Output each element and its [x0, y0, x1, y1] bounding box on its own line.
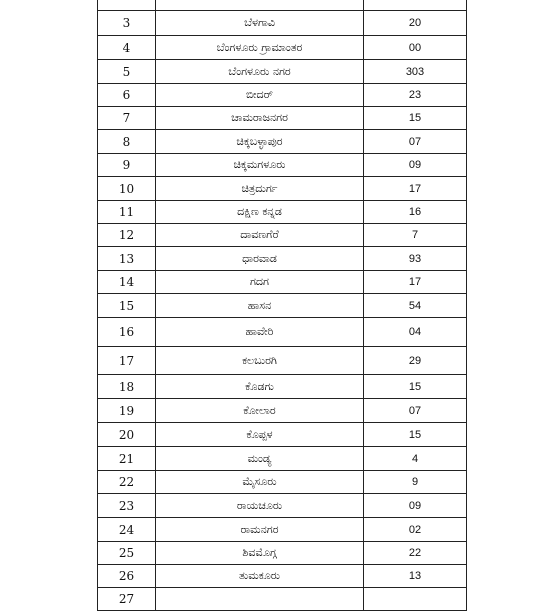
count-cell: 4	[364, 447, 467, 471]
row-number-cell: 20	[98, 423, 156, 447]
count-cell: 02	[364, 518, 467, 542]
district-name-cell: ಬೆಳಗಾವಿ	[156, 11, 364, 36]
district-name-cell	[156, 588, 364, 611]
table-row	[98, 375, 467, 399]
district-name-cell: ಕಲಬುರಗಿ	[156, 347, 364, 375]
table-row	[98, 399, 467, 423]
count-cell: 17	[364, 177, 467, 201]
table-row	[98, 494, 467, 518]
table-row	[98, 423, 467, 447]
table-row	[98, 36, 467, 60]
table-row	[98, 177, 467, 201]
district-name-cell: ಗದಗ	[156, 271, 364, 294]
row-number-cell: 13	[98, 247, 156, 271]
district-table-wrapper	[97, 0, 467, 611]
row-number-cell: 27	[98, 588, 156, 611]
count-cell: 303	[364, 60, 467, 84]
row-number-cell: 14	[98, 271, 156, 294]
count-cell: 07	[364, 130, 467, 154]
district-table	[97, 0, 467, 611]
district-name-cell: ಚಿಕ್ಕಬಳ್ಳಾಪುರ	[156, 130, 364, 154]
table-row	[98, 247, 467, 271]
row-number-cell: 18	[98, 375, 156, 399]
row-number-cell: 4	[98, 36, 156, 60]
district-name-cell: ರಾಯಚೂರು	[156, 494, 364, 518]
row-number-cell: 15	[98, 294, 156, 318]
table-row	[98, 347, 467, 375]
row-number-cell: 8	[98, 130, 156, 154]
count-cell: 7	[364, 224, 467, 247]
row-number-cell: 9	[98, 154, 156, 177]
district-name-cell: ಚಾಮರಾಜನಗರ	[156, 107, 364, 130]
table-row	[98, 542, 467, 565]
row-number-cell: 24	[98, 518, 156, 542]
district-name-cell	[156, 0, 364, 11]
table-row	[98, 318, 467, 347]
table-row	[98, 201, 467, 224]
district-name-cell: ಬೀದರ್	[156, 84, 364, 107]
district-name-cell: ದಾವಣಗೆರೆ	[156, 224, 364, 247]
table-row	[98, 294, 467, 318]
row-number-cell: 6	[98, 84, 156, 107]
district-name-cell: ಧಾರವಾಡ	[156, 247, 364, 271]
table-row	[98, 588, 467, 611]
district-name-cell: ಕೊಡಗು	[156, 375, 364, 399]
district-name-cell: ಬೆಂಗಳೂರು ನಗರ	[156, 60, 364, 84]
count-cell: 04	[364, 318, 467, 347]
district-name-cell: ಹಾಸನ	[156, 294, 364, 318]
district-table-body	[98, 0, 467, 611]
row-number-cell: 26	[98, 565, 156, 588]
district-name-cell: ಶಿವಮೊಗ್ಗ	[156, 542, 364, 565]
row-number-cell: 25	[98, 542, 156, 565]
row-number-cell: 12	[98, 224, 156, 247]
row-number-cell: 21	[98, 447, 156, 471]
table-row	[98, 107, 467, 130]
count-cell: 22	[364, 542, 467, 565]
district-name-cell: ತುಮಕೂರು	[156, 565, 364, 588]
row-number-cell: 17	[98, 347, 156, 375]
row-number-cell: 22	[98, 471, 156, 494]
district-name-cell: ಮೈಸೂರು	[156, 471, 364, 494]
count-cell: 93	[364, 247, 467, 271]
district-name-cell: ದಕ್ಷಿಣ ಕನ್ನಡ	[156, 201, 364, 224]
count-cell: 09	[364, 494, 467, 518]
table-row	[98, 130, 467, 154]
district-name-cell: ಕೊಪ್ಪಳ	[156, 423, 364, 447]
count-cell: 07	[364, 399, 467, 423]
district-name-cell: ಚಿಕ್ಕಮಗಳೂರು	[156, 154, 364, 177]
count-cell: 00	[364, 36, 467, 60]
table-row	[98, 518, 467, 542]
table-row	[98, 271, 467, 294]
count-cell: 13	[364, 565, 467, 588]
row-number-cell: 3	[98, 11, 156, 36]
count-cell: 29	[364, 347, 467, 375]
row-number-cell: 7	[98, 107, 156, 130]
table-row	[98, 0, 467, 11]
district-name-cell: ಬೆಂಗಳೂರು ಗ್ರಾಮಾಂತರ	[156, 36, 364, 60]
table-row	[98, 447, 467, 471]
count-cell: 17	[364, 271, 467, 294]
table-row	[98, 565, 467, 588]
row-number-cell: 5	[98, 60, 156, 84]
table-row	[98, 60, 467, 84]
count-cell: 15	[364, 423, 467, 447]
row-number-cell: 19	[98, 399, 156, 423]
count-cell: 9	[364, 471, 467, 494]
district-name-cell: ಮಂಡ್ಯ	[156, 447, 364, 471]
row-number-cell: 10	[98, 177, 156, 201]
count-cell	[364, 588, 467, 611]
table-row	[98, 154, 467, 177]
table-row	[98, 224, 467, 247]
district-name-cell: ಚಿತ್ರದುರ್ಗ	[156, 177, 364, 201]
count-cell: 15	[364, 375, 467, 399]
count-cell: 15	[364, 107, 467, 130]
count-cell: 54	[364, 294, 467, 318]
row-number-cell: 16	[98, 318, 156, 347]
district-name-cell: ಕೋಲಾರ	[156, 399, 364, 423]
row-number-cell	[98, 0, 156, 11]
count-cell: 09	[364, 154, 467, 177]
district-name-cell: ರಾಮನಗರ	[156, 518, 364, 542]
count-cell: 20	[364, 11, 467, 36]
count-cell: 16	[364, 201, 467, 224]
row-number-cell: 23	[98, 494, 156, 518]
count-cell	[364, 0, 467, 11]
table-row	[98, 84, 467, 107]
table-row	[98, 471, 467, 494]
count-cell: 23	[364, 84, 467, 107]
district-name-cell: ಹಾವೇರಿ	[156, 318, 364, 347]
row-number-cell: 11	[98, 201, 156, 224]
table-row	[98, 11, 467, 36]
